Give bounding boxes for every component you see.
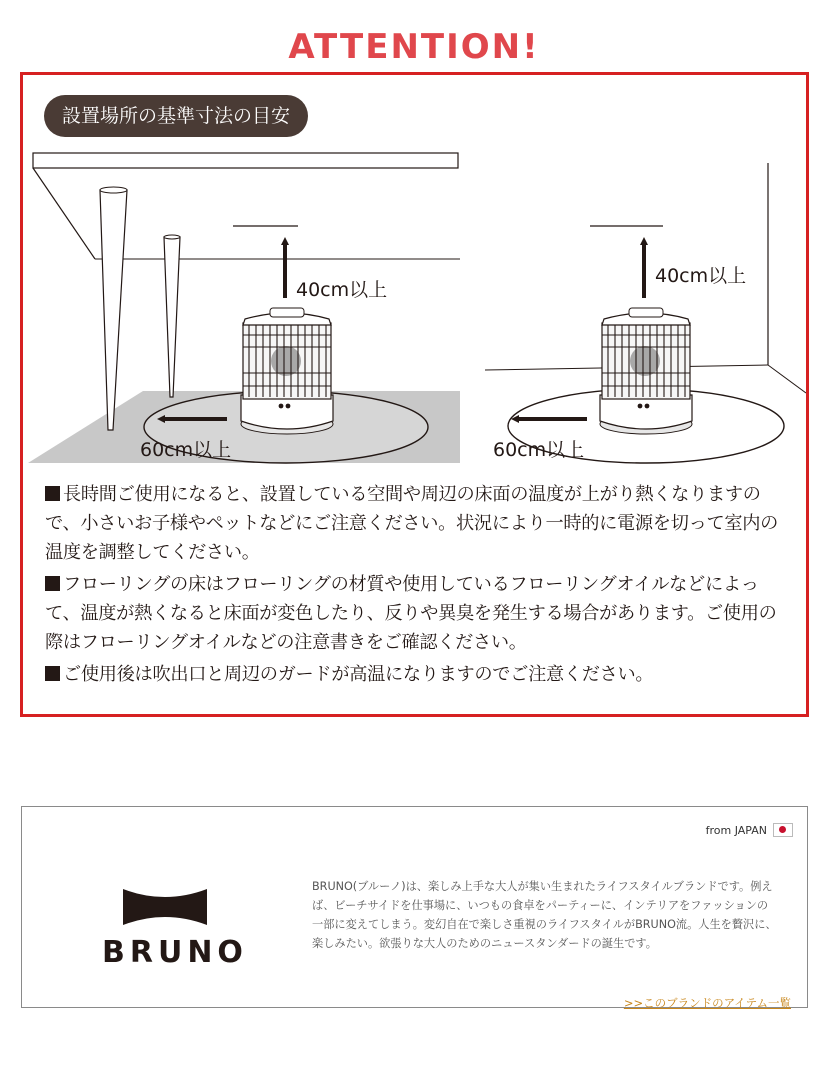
bruno-logo-icon bbox=[120, 887, 210, 927]
right-top-clearance-label: 40cm以上 bbox=[655, 265, 747, 287]
origin-label bbox=[706, 823, 793, 837]
left-scene bbox=[28, 153, 460, 463]
caution-notes bbox=[45, 480, 785, 692]
attention-heading: ATTENTION! bbox=[288, 27, 540, 67]
left-side-clearance-label: 60cm以上 bbox=[140, 439, 232, 461]
caution-note bbox=[45, 480, 785, 567]
bullet-square-icon bbox=[45, 576, 60, 591]
section-title-badge: 設置場所の基準寸法の目安 bbox=[44, 95, 308, 137]
right-scene bbox=[485, 163, 806, 463]
heater-right-illustration bbox=[600, 308, 692, 434]
notice-box bbox=[20, 72, 809, 717]
caution-note-text: ご使用後は吹出口と周辺のガードが高温になりますのでご注意ください。 bbox=[63, 664, 654, 685]
brand-info-box bbox=[21, 806, 808, 1008]
bullet-square-icon bbox=[45, 666, 60, 681]
brand-items-link[interactable]: >>このブランドのアイテム一覧 bbox=[623, 996, 791, 1010]
right-side-clearance-label: 60cm以上 bbox=[493, 439, 585, 461]
caution-note-text: フローリングの床はフローリングの材質や使用しているフローリングオイルなどによって、温度が熱くなると床面が変色したり、反りや異臭を発生する場合があります。ご使用の際はフローリングオイルなどの注意書きをご確認ください。 bbox=[45, 574, 777, 653]
brand-name: BRUNO bbox=[102, 935, 248, 970]
origin-text: from JAPAN bbox=[705, 823, 767, 837]
caution-note-text: 長時間ご使用になると、設置している空間や周辺の床面の温度が上がり熱くなりますので、小さいお子様やペットなどにご注意ください。状況により一時的に電源を切って室内の温度を調整してください。 bbox=[45, 484, 779, 563]
japan-flag-icon bbox=[773, 823, 793, 837]
caution-note bbox=[45, 570, 785, 657]
bullet-square-icon bbox=[45, 486, 60, 501]
left-top-clearance-label: 40cm以上 bbox=[296, 279, 388, 301]
caution-note bbox=[45, 660, 785, 689]
heater-left-illustration bbox=[241, 308, 333, 434]
brand-description: BRUNO(ブルーノ)は、楽しみ上手な大人が集い生まれたライフスタイルブランドです。例えば、ビーチサイドを仕事場に、いつもの食卓をパーティーに、インテリアをファッションの一部に変えてしまう。変幻自在で楽しさ重視のライフスタイルがBRUNO流。人生を贅沢に、楽しみたい。欲張りな大人のためのニュースタンダードの誕生です。 bbox=[312, 880, 777, 950]
